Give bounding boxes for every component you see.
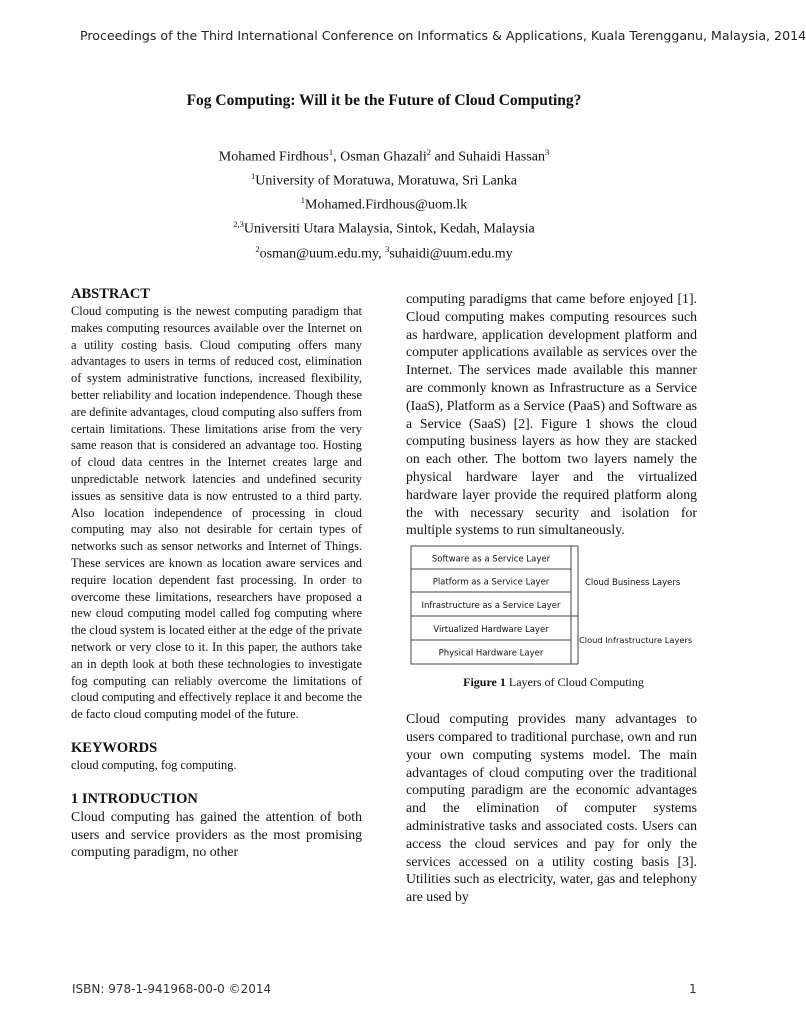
layer-label-physical: Physical Hardware Layer [438, 648, 544, 659]
introduction-heading: 1 INTRODUCTION [71, 790, 198, 807]
introduction-text-left: Cloud computing has gained the attention of both users and service providers as the most promising computing paradigm, no other [71, 808, 362, 860]
running-header: Proceedings of the Third International Conference on Informatics & Applications, Kuala Terengganu, Malaysia, 2014 [80, 28, 806, 43]
figure-caption [410, 675, 697, 690]
layers-diagram [410, 545, 700, 667]
email-sup: 3 [385, 243, 390, 254]
author-block [0, 143, 768, 264]
email-text: osman@uum.edu.my, [259, 246, 386, 262]
author-sup: 2 [426, 147, 432, 157]
affiliation-text: Universiti Utara Malaysia, Sintok, Kedah, Malaysia [243, 222, 535, 238]
right-column [406, 290, 697, 906]
group-label-business: Cloud Business Layers [585, 578, 681, 589]
email-1 [0, 191, 768, 215]
footer-page-number: 1 [689, 982, 697, 996]
layer-label-paas: Platform as a Service Layer [432, 577, 550, 588]
affiliation-1 [0, 167, 768, 191]
author-name: Suhaidi Hassan [458, 149, 545, 165]
author-sup: 3 [544, 147, 550, 157]
abstract-heading: ABSTRACT [71, 286, 150, 302]
email-sup: 2 [255, 243, 260, 254]
group-label-infrastructure: Cloud Infrastructure Layers [579, 635, 693, 646]
abstract-text: Cloud computing is the newest computing paradigm that makes computing resources available over the Internet on a utility costing basis. Cloud computing offers many advantages to users in terms of reduced cost, elimination of system administrative functions, increased flexibility, better reliability and location independence. Though these are definite advantages, cloud computing also suffers from certain limitations. These limitations arise from the very same reason that is considered an advantage too. Hosting of cloud data centres in the Internet creates large and unpredictable network latencies and undefined security issues as sensitive data is now entrusted to a third party. Also location independence of processing in cloud computing may also not desirable for certain types of networks such as sensor networks and Internet of Things. These services are known as location aware services and require location dependent fast processing. In order to overcome these limitations, researchers have proposed a new cloud computing model called fog computing where the cloud system is located either at the edge of the private network or very close to it. In this paper, the authors take an in depth look at both these technologies to investigate fog computing can reliably overcome the limitations of cloud computing and effectively replace it and become the de facto cloud computing model of the future. [71, 304, 362, 722]
affiliation-sup: 1 [251, 171, 256, 182]
affiliation-text: University of Moratuwa, Moratuwa, Sri Lanka [255, 173, 517, 189]
author-separator: and [431, 149, 459, 165]
figure-1 [410, 545, 697, 690]
introduction-text-right-1: computing paradigms that came before enjoyed [1]. Cloud computing makes computing resources such as hardware, application development platform and computer applications available as services over the Internet. The services made available this manner are commonly known as Infrastructure as a Service (IaaS), Platform as a Service (PaaS) and Software as a Service (SaaS) [2]. Figure 1 shows the cloud computing business layers as how they are stacked on each other. The bottom two layers namely the physical hardware layer and the virtualized hardware layer provide the required platform along the with necessary security and isolation for multiple systems to run simultaneously. [406, 291, 697, 538]
layer-label-saas: Software as a Service Layer [431, 554, 551, 565]
email-text: Mohamed.Firdhous@uom.lk [305, 197, 468, 213]
author-name: Mohamed Firdhous [218, 149, 329, 165]
layer-label-virtualized: Virtualized Hardware Layer [433, 625, 549, 636]
affiliation-sup: 2,3 [233, 219, 244, 230]
author-separator: , [333, 149, 341, 165]
email-text: suhaidi@uum.edu.my [389, 246, 513, 262]
left-column [71, 285, 362, 861]
introduction-text-right-2: Cloud computing provides many advantages to users compared to traditional purchase, own and run your own computing systems model. The main advantages of cloud computing over the traditional computing paradigm are the economic advantages and the elimination of computer systems administrative tasks and associated costs. Users can access the cloud services and pay for only the services accessed on a utility costing basis [3]. Utilities such as electricity, water, gas and telephony are used by [406, 711, 697, 905]
footer-isbn: ISBN: 978-1-941968-00-0 ©2014 [72, 982, 272, 996]
caption-text: Layers of Cloud Computing [505, 675, 644, 690]
paper-title: Fog Computing: Will it be the Future of Cloud Computing? [186, 92, 582, 109]
author-sup: 1 [328, 147, 334, 157]
affiliation-2 [0, 215, 768, 239]
keywords-text: cloud computing, fog computing. [71, 757, 237, 772]
email-sup: 1 [300, 195, 305, 206]
caption-label: Figure 1 [463, 675, 506, 690]
keywords-heading: KEYWORDS [71, 739, 158, 756]
email-2 [0, 240, 768, 264]
layer-label-iaas: Infrastructure as a Service Layer [421, 601, 561, 612]
author-name: Osman Ghazali [340, 149, 427, 165]
author-line [0, 143, 768, 167]
